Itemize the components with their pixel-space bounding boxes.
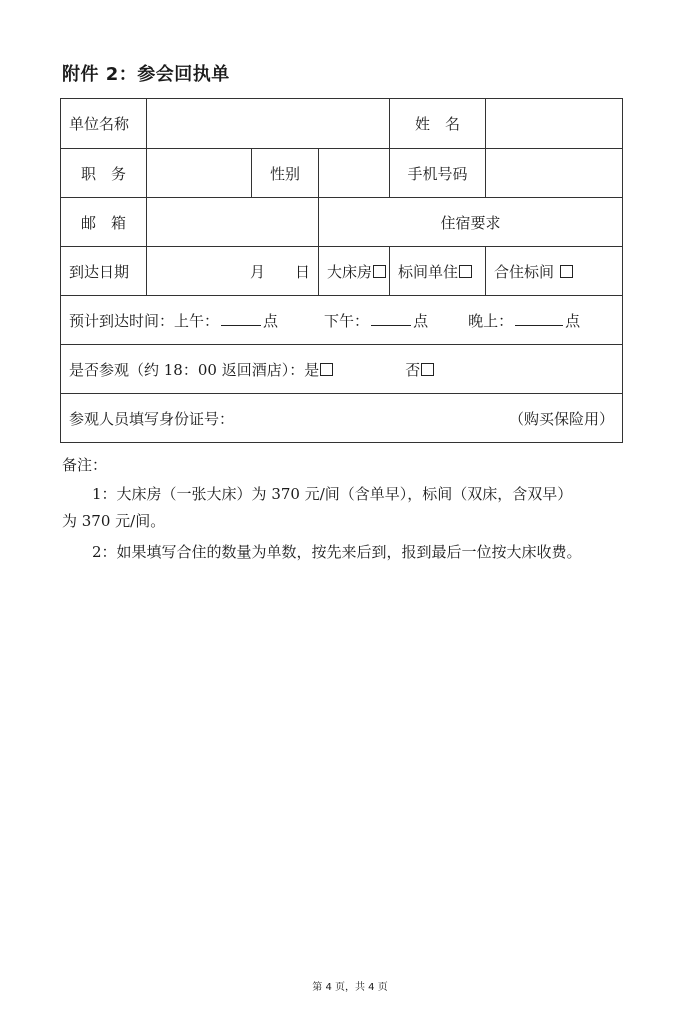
- visit-no-label: 否: [405, 360, 421, 379]
- phone-label: 手机号码: [390, 149, 486, 198]
- morning-label: 上午：: [174, 311, 220, 330]
- table-row: [61, 296, 623, 345]
- unit-name-label: 单位名称: [61, 99, 147, 149]
- table-row: [61, 247, 623, 296]
- accommodation-label: 住宿要求: [319, 198, 623, 247]
- afternoon-oclock-label: 点: [413, 311, 429, 330]
- note-item-1: 1：大床房（一张大床）为 370 元/间（含单早），标间（双床，含双早）: [92, 485, 573, 503]
- gender-field[interactable]: [319, 149, 390, 198]
- name-field[interactable]: [486, 99, 623, 149]
- page-footer: 第 4 页，共 4 页: [312, 982, 388, 993]
- visit-question: 是否参观（约 18：00 返回酒店）：是: [69, 360, 320, 379]
- registration-form-table: [60, 98, 623, 443]
- eta-row: [61, 296, 623, 345]
- page-title: 附件 2：参会回执单: [62, 64, 230, 85]
- table-row: [61, 394, 623, 443]
- name-label: 姓 名: [390, 99, 486, 149]
- note-item-1-continued: 为 370 元/间。: [62, 512, 166, 530]
- email-label: 邮 箱: [61, 198, 147, 247]
- visitor-id-row[interactable]: [61, 394, 623, 443]
- afternoon-label: 下午：: [324, 311, 370, 330]
- standard-shared-checkbox[interactable]: [560, 265, 573, 278]
- position-label: 职 务: [61, 149, 147, 198]
- table-row: [61, 198, 623, 247]
- king-room-checkbox[interactable]: [373, 265, 386, 278]
- day-label: 日: [294, 262, 310, 281]
- email-field[interactable]: [147, 198, 319, 247]
- visit-yes-checkbox[interactable]: [320, 363, 333, 376]
- evening-oclock-label: 点: [565, 311, 581, 330]
- evening-blank[interactable]: [515, 311, 563, 326]
- standard-shared-option[interactable]: [486, 247, 623, 296]
- standard-single-option[interactable]: [390, 247, 486, 296]
- notes-heading: 备注：: [62, 456, 108, 474]
- eta-label: 预计到达时间：: [69, 311, 175, 330]
- position-field[interactable]: [147, 149, 252, 198]
- standard-single-label: 标间单住: [398, 262, 459, 281]
- evening-label: 晚上：: [468, 311, 514, 330]
- insurance-note: （购买保险用）: [509, 409, 615, 428]
- visit-row: [61, 345, 623, 394]
- visitor-id-label: 参观人员填写身份证号：: [69, 409, 235, 428]
- table-row: [61, 345, 623, 394]
- morning-oclock-label: 点: [263, 311, 279, 330]
- king-room-option[interactable]: [319, 247, 390, 296]
- king-room-label: 大床房: [327, 262, 373, 281]
- note-item-2: 2：如果填写合住的数量为单数，按先来后到，报到最后一位按大床收费。: [92, 543, 582, 561]
- phone-field[interactable]: [486, 149, 623, 198]
- standard-single-checkbox[interactable]: [459, 265, 472, 278]
- gender-label: 性别: [252, 149, 319, 198]
- notes-section: [62, 452, 642, 566]
- arrival-date-label: 到达日期: [61, 247, 147, 296]
- table-row: [61, 99, 623, 149]
- unit-name-field[interactable]: [147, 99, 390, 149]
- standard-shared-label: 合住标间: [494, 262, 555, 281]
- afternoon-blank[interactable]: [371, 311, 411, 326]
- arrival-date-field[interactable]: [147, 247, 319, 296]
- month-label: 月: [249, 262, 265, 281]
- table-row: [61, 149, 623, 198]
- visit-no-checkbox[interactable]: [421, 363, 434, 376]
- morning-blank[interactable]: [221, 311, 261, 326]
